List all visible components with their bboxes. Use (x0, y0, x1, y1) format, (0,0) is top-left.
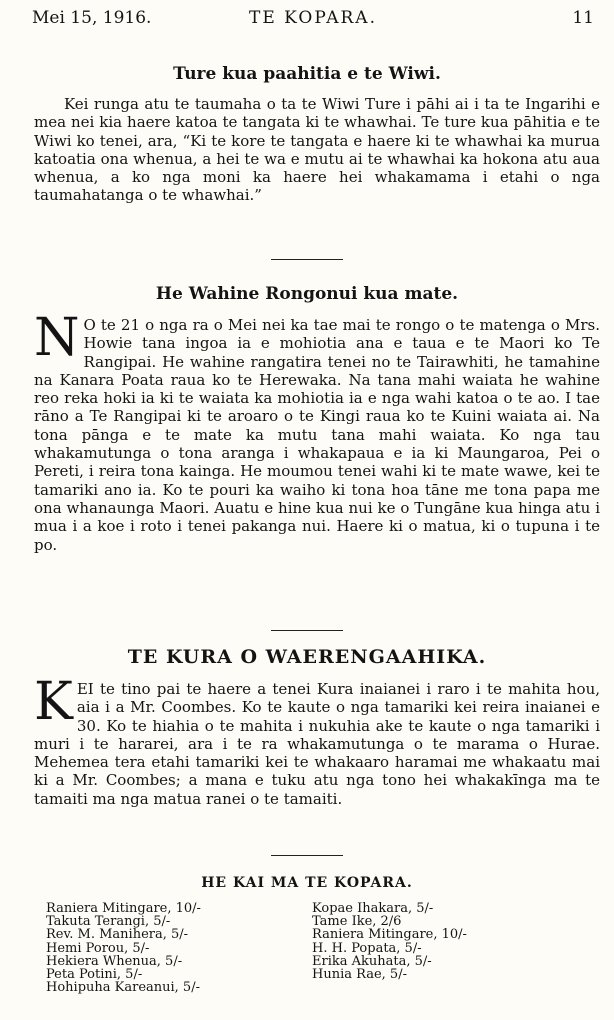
article2-body (34, 308, 600, 554)
subscription-entry: Hunia Rae, 5/- (312, 967, 407, 983)
issue-date: Mei 15, 1916. (32, 8, 152, 28)
page-number: 11 (572, 8, 594, 28)
publication-title: TE KOPARA. (249, 8, 377, 28)
subscription-entry: Tame Ike, 2/6 (312, 914, 402, 930)
article3-body (34, 672, 600, 808)
article2-drop-cap: N (34, 308, 80, 368)
subscription-entry: Hohipuha Kareanui, 5/- (46, 980, 200, 996)
subscriptions-heading: HE KAI MA TE KOPARA. (201, 875, 413, 891)
subscription-entry: Kopae Ihakara, 5/- (312, 901, 434, 916)
section-divider (271, 259, 343, 260)
subscription-entry: Rev. M. Manihera, 5/- (46, 927, 189, 943)
subscription-entry: Raniera Mitingare, 10/- (312, 927, 467, 943)
subscription-entry: Takuta Terangi, 5/- (46, 914, 171, 930)
subscriptions-left-list (46, 902, 201, 994)
article2-heading: He Wahine Rongonui kua mate. (155, 284, 459, 304)
article1-body: Kei runga atu te taumaha o ta te Wiwi Ture i pāhi ai i ta te Ingarihi e mea nei kia haere katoa te tangata ki te whawhai. Te ture kua pāhitia e te Wiwi ko tenei, ara, “Ki te kore te tangata e haere ki te whawhai ka murua katoatia ona whenua, a hei te wa e mutu ai te whawhai ka hokona atu aua whenua, a ko nga moni ka haere hei whakamama i etahi o nga taumahatanga o te whawhai.” (34, 95, 600, 205)
article3-text: EI te tino pai te haere a tenei Kura inaianei i raro i te mahita hou, aia i a Mr. Coombes. Ko te kaute o nga tamariki kei reira inaianei e 30. Ko te hiahia o te mahita i nukuhia ake te kaute o nga tamariki i muri i te hararei, ara i te ra whakamutunga o te marama o Hurae. Mehemea tera etahi tamariki kei te whakaaro haramai me whakaatu mai ki a Mr. Coombes; a mana e tuku atu nga tono hei whakakīnga ma te tamaiti ma nga matua ranei o te tamaiti. (34, 680, 600, 808)
article3-drop-cap: K (34, 672, 73, 732)
article2-text: O te 21 o nga ra o Mei nei ka tae mai te rongo o te matenga o Mrs. Howie tana ingoa ia e mohiotia ana e taua e te Maori ko Te Rangipai. He wahine rangatira tenei no te Tairawhiti, he tamahine na Kanara Poata raua ko te Herewaka. Na tana mahi waiata he wahine reo reka hoki ia ki te waiata ka mohiotia ia e nga wahi katoa o te ao. I tae rāno a Te Rangipai ki te aroaro o te Kingi raua ko te Kuini waiata ai. Na tona pānga e te mate ka mutu tana mahi waiata. Ko nga tau whakamutunga o tona aranga i whakapaua e ia ki Maungaroa, Pei o Pereti, i reira tona kainga. He moumou tenei wahi ki te mate wawe, kei te tamariki ano ia. Ko te pouri ka waiho ki tona hoa tāne me tona papa me ona whanaunga Maori. Auatu e hine kua nui ke o Tungāne kua hinga atu i mua i a koe i roto i tenei pakanga nui. Haere ki o matua, ki o tupuna i te po. (34, 316, 600, 554)
article3-heading: TE KURA O WAERENGAAHIKA. (127, 646, 487, 668)
subscriptions-right-list (312, 902, 467, 981)
section-divider (271, 630, 343, 631)
subscription-entry: H. H. Popata, 5/- (312, 940, 422, 956)
section-divider (271, 855, 343, 856)
subscription-entry: Hemi Porou, 5/- (46, 940, 150, 956)
article1-heading: Ture kua paahitia e te Wiwi. (173, 64, 441, 84)
subscription-entry: Raniera Mitingare, 10/- (46, 901, 201, 916)
subscription-entry: Peta Potini, 5/- (46, 967, 143, 983)
page-header (32, 8, 594, 30)
subscription-entry: Erika Akuhata, 5/- (312, 953, 432, 969)
subscription-entry: Hekiera Whenua, 5/- (46, 953, 183, 969)
